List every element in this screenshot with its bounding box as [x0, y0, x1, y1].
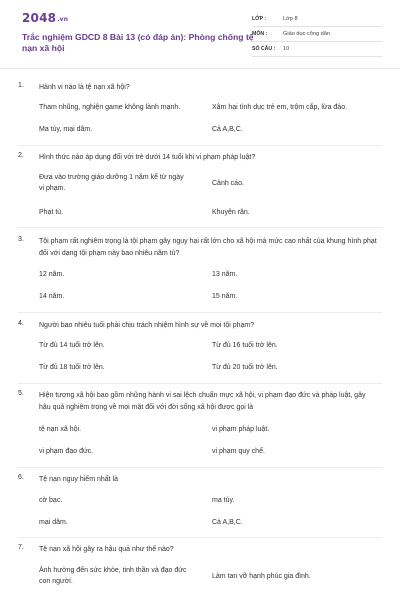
meta-label: SỐ CÂU :: [252, 46, 276, 52]
option-c[interactable]: 14 năm.: [39, 293, 65, 300]
option-b[interactable]: Xâm hại tình dục trẻ em, trộm cắp, lừa đảo.: [212, 104, 348, 111]
question-number: 1.: [18, 82, 24, 89]
question-separator: [18, 467, 382, 468]
meta-value: 10: [283, 46, 290, 52]
option-c[interactable]: vi phạm đạo đức.: [39, 448, 94, 455]
question-header: [18, 544, 379, 556]
question-separator: [18, 537, 382, 538]
meta-value: Giáo dục công dân: [283, 31, 330, 37]
question-number: 6.: [18, 474, 24, 481]
option-a[interactable]: Tham nhũng, nghiện game không lành mạnh.: [39, 104, 181, 111]
option-c[interactable]: Ma túy, mại dâm.: [39, 126, 93, 133]
question-separator: [18, 312, 382, 313]
option-a[interactable]: Từ đủ 14 tuổi trở lên.: [39, 342, 105, 349]
page-header: [0, 0, 400, 68]
question-number: 2.: [18, 152, 24, 159]
question-number: 4.: [18, 320, 24, 327]
option-b[interactable]: ma túy.: [212, 497, 235, 504]
option-c[interactable]: Phạt tù.: [39, 209, 64, 216]
option-a[interactable]: cờ bạc.: [39, 497, 63, 504]
option-d[interactable]: vi phạm quy chế.: [212, 448, 265, 455]
option-a[interactable]: tệ nạn xã hội.: [39, 426, 82, 433]
question-header: [18, 82, 379, 94]
option-d[interactable]: 15 năm.: [212, 293, 238, 300]
page-title: Trắc nghiệm GDCD 8 Bài 13 (có đáp án): Phòng chống tệ nạn xã hội: [22, 32, 254, 53]
question-text: Tội phạm rất nghiêm trọng là tội phạm gây nguy hại rất lớn cho xã hội mà mức cao nhất của khung hình phạt đối với dạng tội phạm này bao nhiêu năm tù?: [39, 238, 377, 257]
meta-value: Lớp 8: [283, 16, 298, 22]
question-text: Người bao nhiêu tuổi phải chịu trách nhiệm hình sự về mọi tội phạm?: [39, 322, 255, 329]
question-header: [18, 474, 379, 486]
question-number: 5.: [18, 390, 24, 397]
question-number: 7.: [18, 544, 24, 551]
question-header: [18, 390, 379, 413]
option-b[interactable]: Cảnh cáo.: [212, 180, 244, 187]
question-text: Tệ nạn nguy hiểm nhất là: [39, 476, 118, 483]
option-b[interactable]: 13 năm.: [212, 271, 238, 278]
question-text: Hình thức nào áp dụng đối với trẻ dưới 14 tuổi khi vi phạm pháp luật?: [39, 154, 256, 161]
option-d[interactable]: Cả A,B,C.: [212, 126, 243, 133]
question-separator: [18, 145, 382, 146]
option-d[interactable]: Cả A,B,C.: [212, 519, 243, 526]
question-separator: [18, 227, 382, 228]
meta-row-count: [252, 42, 382, 57]
meta-label: LỚP :: [252, 16, 267, 22]
question-text: Hiện tượng xã hội bao gồm những hành vi sai lệch chuẩn mực xã hội, vi phạm đạo đức và pháp luật, gây hậu quả nghiêm trọng về mọi mặt đối với đời sống xã hội được gọi là: [39, 392, 366, 411]
option-a[interactable]: Ảnh hưởng đến sức khỏe, tinh thần và đạo đức con người.: [39, 567, 187, 585]
option-d[interactable]: Từ đủ 20 tuổi trở lên.: [212, 364, 278, 371]
meta-label: MÔN :: [252, 31, 268, 37]
question-header: [18, 152, 379, 164]
option-d[interactable]: Khuyên răn.: [212, 209, 250, 216]
question-separator: [18, 383, 382, 384]
question-text: Tệ nạn xã hội gây ra hậu quả như thế nào?: [39, 546, 174, 553]
meta-info: [252, 12, 382, 57]
question-number: 3.: [18, 236, 24, 243]
option-a[interactable]: 12 năm.: [39, 271, 65, 278]
option-b[interactable]: vi phạm pháp luật.: [212, 426, 270, 433]
meta-row-class: [252, 12, 382, 27]
option-c[interactable]: mại dâm.: [39, 519, 68, 526]
meta-row-subject: [252, 27, 382, 42]
option-b[interactable]: Làm tan vỡ hạnh phúc gia đình.: [212, 573, 311, 580]
site-logo[interactable]: [22, 11, 68, 25]
option-c[interactable]: Từ đủ 18 tuổi trở lên.: [39, 364, 105, 371]
logo-suffix: .vn: [57, 16, 69, 23]
option-a[interactable]: Đưa vào trường giáo dưỡng 1 năm kể từ ngày vi phạm.: [39, 174, 184, 192]
question-text: Hành vi nào là tệ nạn xã hội?: [39, 84, 130, 91]
logo-text: 2048: [22, 11, 57, 25]
header-divider: [0, 68, 400, 69]
question-header: [18, 320, 379, 332]
option-b[interactable]: Từ đủ 16 tuổi trở lên.: [212, 342, 278, 349]
question-header: [18, 236, 379, 259]
